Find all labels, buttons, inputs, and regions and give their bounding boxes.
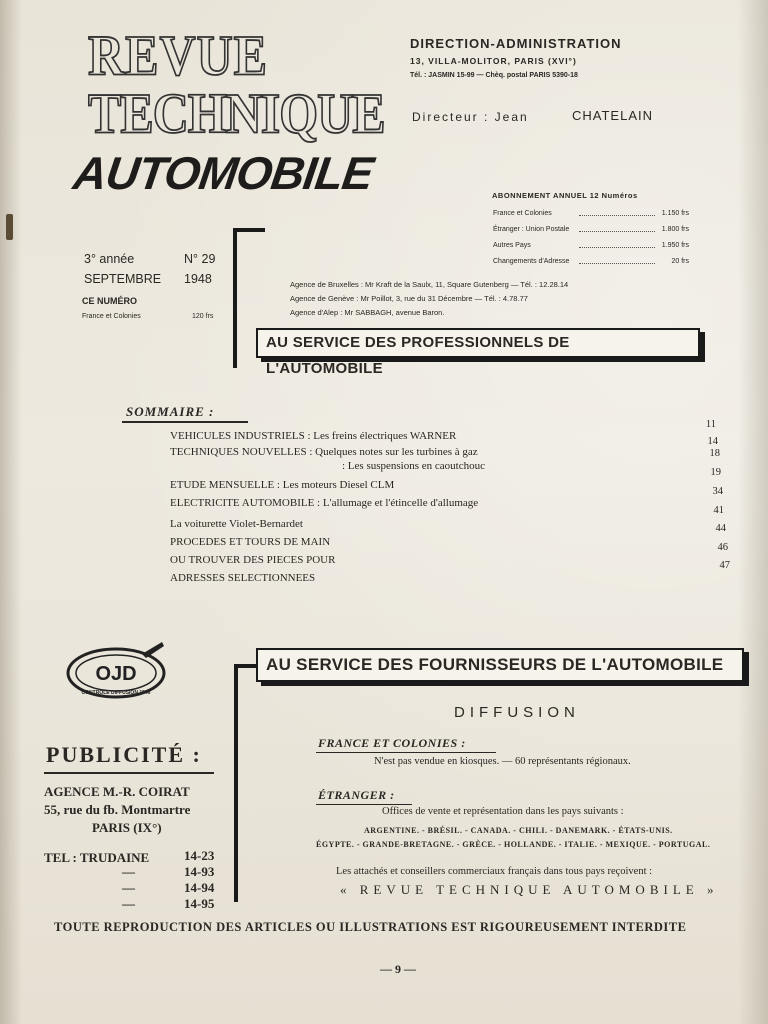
etranger-text: Offices de vente et représentation dans les pays suivants :: [382, 806, 624, 817]
france-text: N'est pas vendue en kiosques. — 60 représentants régionaux.: [374, 756, 631, 767]
publicite-tel-dash: —: [122, 896, 135, 911]
direction-telephone: Tél. : JASMIN 15-99 — Chèq. postal PARIS 5390-18: [410, 72, 578, 79]
frame-rule-vertical: [233, 228, 237, 368]
publicite-underline: [44, 772, 214, 774]
issue-number: N° 29: [184, 252, 216, 266]
director-label: Directeur : Jean: [412, 110, 529, 124]
leader-dots: [579, 231, 655, 232]
publicite-tel-label: TEL : TRUDAINE: [44, 850, 150, 865]
leader-dots: [579, 263, 655, 264]
subscription-row-value: 1.800 frs: [661, 226, 689, 233]
toc-entry: ETUDE MENSUELLE : Les moteurs Diesel CLM: [170, 479, 395, 491]
subscription-row-label: Changements d'Adresse: [493, 258, 570, 265]
banner-fournisseurs: AU SERVICE DES FOURNISSEURS DE L'AUTOMOBILE: [256, 648, 744, 682]
year-label: 3° année: [84, 252, 135, 266]
toc-page: 14: [707, 436, 718, 447]
toc-entry: ADRESSES SELECTIONNEES: [170, 572, 316, 584]
sommaire-heading: SOMMAIRE :: [126, 404, 215, 419]
toc-page: 11: [705, 419, 716, 430]
countries-line: ÉGYPTE. - GRANDE-BRETAGNE. - GRÈCE. - HOLLANDE. - ITALIE. - MEXIQUE. - PORTUGAL.: [316, 840, 711, 849]
frame-rule-top: [233, 228, 265, 232]
publicite-heading: PUBLICITÉ :: [46, 742, 202, 767]
logo-word-technique: TECHNIQUE: [88, 80, 385, 145]
banner-professionnels: AU SERVICE DES PROFESSIONNELS DE L'AUTOMOBILE: [256, 328, 700, 358]
publicite-tel-number: 14-95: [184, 896, 215, 911]
issue-price: 120 frs: [192, 313, 214, 320]
binding-tear: [6, 214, 13, 240]
countries-line: ARGENTINE. - BRÉSIL. - CANADA. - CHILI. - DANEMARK. - ÉTATS-UNIS.: [364, 826, 673, 835]
publicite-tel-number: 14-94: [184, 880, 215, 895]
toc-entry: TECHNIQUES NOUVELLES : Quelques notes sur les turbines à gaz: [170, 446, 478, 458]
subscription-title: ABONNEMENT ANNUEL 12 Numéros: [492, 191, 638, 200]
direction-address: 13, VILLA-MOLITOR, PARIS (XVI°): [410, 56, 577, 66]
subscription-row-value: 1.150 frs: [661, 210, 689, 217]
sommaire-underline: [122, 421, 248, 423]
subscription-row-label: Étranger : Union Postale: [493, 226, 570, 233]
toc-entry: PROCEDES ET TOURS DE MAIN: [170, 536, 331, 548]
agency-aleppo: Agence d'Alep : Mr SABBAGH, avenue Baron.: [290, 308, 445, 317]
agency-geneva: Agence de Genève : Mr Poillot, 3, rue du 31 Décembre — Tél. : 4.78.77: [290, 294, 528, 303]
toc-page: 41: [713, 505, 724, 516]
subscription-row-label: Autres Pays: [493, 242, 531, 249]
leader-dots: [579, 247, 655, 248]
direction-title: DIRECTION-ADMINISTRATION: [410, 36, 622, 51]
reproduction-notice: TOUTE REPRODUCTION DES ARTICLES OU ILLUSTRATIONS EST RIGOUREUSEMENT INTERDITE: [54, 920, 687, 934]
etranger-underline: [316, 804, 412, 805]
subscription-row-value: 1.950 frs: [661, 242, 689, 249]
seal-letters: OJD: [95, 663, 137, 685]
toc-entry: : Les suspensions en caoutchouc: [342, 460, 485, 472]
publicite-tel-dash: —: [122, 880, 135, 895]
director-name: CHATELAIN: [572, 108, 653, 123]
magazine-quote: « REVUE TECHNIQUE AUTOMOBILE »: [340, 882, 719, 897]
france-heading: FRANCE ET COLONIES :: [318, 736, 466, 750]
issue-month: SEPTEMBRE: [84, 272, 162, 286]
seal-ring-text: CONTRÔLE DIFFUSION 1946: [81, 690, 151, 696]
page-edge-shadow: [0, 0, 22, 1024]
frame-rule-vertical: [234, 664, 238, 902]
this-issue-label: CE NUMÉRO: [82, 296, 138, 306]
logo-word-automobile: AUTOMOBILE: [70, 147, 377, 199]
publicite-tel-number: 14-23: [184, 848, 215, 863]
publicite-tel-number: 14-93: [184, 864, 215, 879]
toc-page: 18: [709, 448, 720, 459]
publicite-agency: AGENCE M.-R. COIRAT: [44, 784, 190, 799]
agency-brussels: Agence de Bruxelles : Mr Kraft de la Saulx, 11, Square Gutenberg — Tél. : 12.28.14: [290, 280, 569, 289]
publicite-street: 55, rue du fb. Montmartre: [44, 802, 191, 817]
toc-entry: ELECTRICITE AUTOMOBILE : L'allumage et l'étincelle d'allumage: [170, 497, 479, 509]
toc-page: 34: [712, 486, 723, 497]
toc-entry: La voiturette Violet-Bernardet: [170, 518, 303, 530]
attaches-text: Les attachés et conseillers commerciaux français dans tous pays reçoivent :: [336, 866, 653, 877]
publicite-tel-dash: —: [122, 864, 135, 879]
etranger-heading: ÉTRANGER :: [318, 788, 395, 802]
toc-page: 44: [715, 523, 726, 534]
toc-entry: OU TROUVER DES PIECES POUR: [170, 554, 336, 566]
leader-dots: [579, 215, 655, 216]
publicite-city: PARIS (IX°): [92, 820, 162, 835]
issue-year: 1948: [184, 272, 212, 286]
ojd-seal: [64, 640, 168, 700]
seal-quill-icon: [142, 642, 164, 658]
toc-entry: VEHICULES INDUSTRIELS : Les freins électriques WARNER: [170, 430, 457, 442]
price-region: France et Colonies: [82, 313, 141, 320]
page-right-shadow: [738, 0, 768, 1024]
diffusion-title: DIFFUSION: [454, 704, 580, 721]
logo-word-revue: REVUE: [88, 22, 269, 87]
subscription-row-value: 20 frs: [671, 258, 689, 265]
france-underline: [316, 752, 496, 753]
toc-page: 46: [717, 542, 728, 553]
subscription-row-label: France et Colonies: [493, 210, 552, 217]
toc-page: 19: [710, 467, 721, 478]
page-number: — 9 —: [380, 962, 416, 976]
toc-page: 47: [719, 560, 730, 571]
